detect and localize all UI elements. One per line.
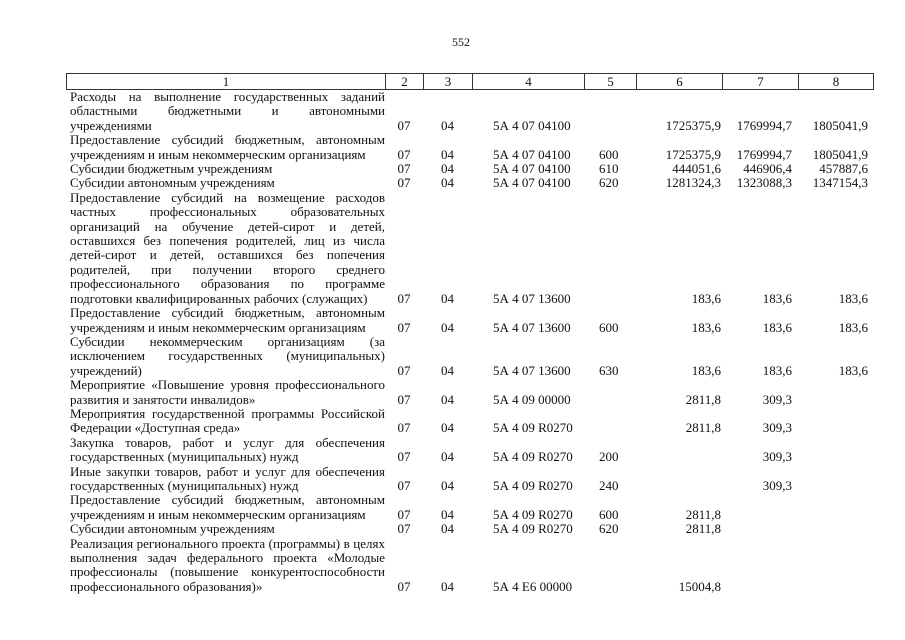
table-row <box>66 306 872 335</box>
subsection-code: 04 <box>441 477 454 493</box>
expense-name: Субсидии автономным учреждениям <box>70 521 275 537</box>
target-article-code: 5А 4 Е6 00000 <box>493 578 573 594</box>
expense-name: Закупка товаров, работ и услуг для обеспечения государственных (муниципальных) нужд <box>70 434 385 465</box>
table-header <box>66 73 874 90</box>
expense-type-code: 600 <box>599 506 619 522</box>
header-col-1: 1 <box>67 74 386 89</box>
amount-year-2: 1769994,7 <box>736 146 792 162</box>
expense-type-code: 200 <box>599 449 619 465</box>
amount-year-1: 2811,8 <box>685 521 721 537</box>
expense-name: Мероприятие «Повышение уровня профессионального развития и занятости инвалидов» <box>70 377 385 407</box>
table-row <box>66 378 872 407</box>
target-article-code: 5А 4 09 R0270 <box>493 420 573 436</box>
table-row <box>66 90 872 133</box>
amount-year-3: 183,6 <box>838 290 868 306</box>
section-code: 07 <box>397 578 411 594</box>
subsection-code: 04 <box>441 578 454 594</box>
expense-type-code: 620 <box>599 521 619 537</box>
expense-name: Реализация регионального проекта (программы) в целях выполнения задач федерального проекта «Молодые профессионалы (повышение конкурентоспособности профессионального образования)» <box>70 535 385 594</box>
amount-year-1: 183,6 <box>691 290 721 306</box>
target-article-code: 5А 4 09 00000 <box>493 391 571 407</box>
expense-type-code: 620 <box>599 175 619 191</box>
table-row <box>66 176 872 190</box>
subsection-code: 04 <box>441 521 454 537</box>
amount-year-3: 1805041,9 <box>812 146 868 162</box>
target-article-code: 5А 4 09 R0270 <box>493 506 573 522</box>
amount-year-1: 183,6 <box>691 362 721 378</box>
amount-year-2: 1769994,7 <box>736 117 792 133</box>
subsection-code: 04 <box>441 161 454 177</box>
expense-name: Мероприятия государственной программы Российской Федерации «Доступная среда» <box>70 405 385 436</box>
expense-name: Предоставление субсидий бюджетным, автономным учреждениям и иным некоммерческим организациям <box>70 492 385 522</box>
section-code: 07 <box>397 290 411 306</box>
target-article-code: 5А 4 07 04100 <box>493 117 571 133</box>
target-article-code: 5А 4 07 13600 <box>493 362 571 378</box>
expense-type-code: 630 <box>599 362 619 378</box>
amount-year-2: 309,3 <box>762 391 792 407</box>
section-code: 07 <box>397 477 411 493</box>
amount-year-2: 183,6 <box>762 319 792 335</box>
section-code: 07 <box>397 175 411 191</box>
subsection-code: 04 <box>441 319 454 335</box>
amount-year-2: 1323088,3 <box>736 175 792 191</box>
budget-table-body <box>66 90 872 594</box>
target-article-code: 5А 4 07 13600 <box>493 290 571 306</box>
section-code: 07 <box>397 521 411 537</box>
header-col-8: 8 <box>832 74 840 89</box>
expense-name: Иные закупки товаров, работ и услуг для обеспечения государственных (муниципальных) нужд <box>70 463 385 493</box>
subsection-code: 04 <box>441 506 454 522</box>
expense-name: Субсидии автономным учреждениям <box>70 175 275 191</box>
subsection-code: 04 <box>441 362 454 378</box>
table-row <box>66 407 872 436</box>
amount-year-2: 309,3 <box>762 477 792 493</box>
amount-year-3: 183,6 <box>838 319 868 335</box>
table-row <box>66 133 872 162</box>
header-col-2: 2 <box>386 74 424 89</box>
amount-year-1: 183,6 <box>691 319 721 335</box>
expense-type-code: 600 <box>599 319 619 335</box>
header-col-4: 4 <box>473 74 585 89</box>
amount-year-2: 183,6 <box>762 290 792 306</box>
expense-name: Предоставление субсидий бюджетным, автономным учреждениям и иным некоммерческим организациям <box>70 305 385 335</box>
target-article-code: 5А 4 09 R0270 <box>493 449 573 465</box>
target-article-code: 5А 4 07 04100 <box>493 175 571 191</box>
section-code: 07 <box>397 117 411 133</box>
target-article-code: 5А 4 09 R0270 <box>493 521 573 537</box>
expense-type-code: 600 <box>599 146 619 162</box>
amount-year-1: 15004,8 <box>678 578 721 594</box>
target-article-code: 5А 4 07 13600 <box>493 319 571 335</box>
page-number: 552 <box>452 35 470 49</box>
table-row <box>66 162 872 176</box>
amount-year-1: 2811,8 <box>685 506 721 522</box>
expense-name: Предоставление субсидий бюджетным, автономным учреждениям и иным некоммерческим организациям <box>70 132 385 162</box>
expense-type-code: 240 <box>599 477 619 493</box>
section-code: 07 <box>397 319 411 335</box>
table-row <box>66 493 872 522</box>
subsection-code: 04 <box>441 117 454 133</box>
header-col-7: 7 <box>723 74 799 89</box>
amount-year-1: 1281324,3 <box>665 175 721 191</box>
section-code: 07 <box>397 506 411 522</box>
expense-name: Субсидии некоммерческим организациям (за исключением государственных (муниципальных) учреждений) <box>70 333 385 378</box>
amount-year-1: 444051,6 <box>672 161 721 177</box>
table-row <box>66 465 872 494</box>
subsection-code: 04 <box>441 290 454 306</box>
subsection-code: 04 <box>441 175 454 191</box>
target-article-code: 5А 4 09 R0270 <box>493 477 573 493</box>
section-code: 07 <box>397 449 411 465</box>
amount-year-2: 446906,4 <box>743 161 792 177</box>
amount-year-1: 1725375,9 <box>665 146 721 162</box>
amount-year-3: 1347154,3 <box>812 175 868 191</box>
table-row <box>66 436 872 465</box>
amount-year-3: 1805041,9 <box>812 117 868 133</box>
expense-name: Предоставление субсидий на возмещение расходов частных профессиональных образовательных организаций на обучение детей-сирот и детей, оставшихся без попечения родителей, лиц из числа детей-сирот и детей, оставшихся без попечения родителей, при получении второго среднего профессионального образования по программе подготовки квалифицированных рабочих (служащих) <box>70 189 385 306</box>
header-col-3: 3 <box>424 74 473 89</box>
section-code: 07 <box>397 146 411 162</box>
amount-year-1: 2811,8 <box>685 420 721 436</box>
header-col-6: 6 <box>637 74 723 89</box>
subsection-code: 04 <box>441 391 454 407</box>
amount-year-2: 309,3 <box>762 449 792 465</box>
target-article-code: 5А 4 07 04100 <box>493 161 571 177</box>
subsection-code: 04 <box>441 420 454 436</box>
expense-name: Субсидии бюджетным учреждениям <box>70 161 273 177</box>
table-row <box>66 335 872 378</box>
expense-type-code: 610 <box>599 161 619 177</box>
section-code: 07 <box>397 391 411 407</box>
header-col-5: 5 <box>585 74 637 89</box>
amount-year-2: 183,6 <box>762 362 792 378</box>
section-code: 07 <box>397 362 411 378</box>
target-article-code: 5А 4 07 04100 <box>493 146 571 162</box>
subsection-code: 04 <box>441 146 454 162</box>
table-row <box>66 537 872 595</box>
table-row <box>66 522 872 536</box>
expense-name: Расходы на выполнение государственных заданий областными бюджетными и автономными учреждениями <box>70 89 385 133</box>
section-code: 07 <box>397 161 411 177</box>
amount-year-1: 1725375,9 <box>665 117 721 133</box>
subsection-code: 04 <box>441 449 454 465</box>
amount-year-2: 309,3 <box>762 420 792 436</box>
table-row <box>66 191 872 306</box>
amount-year-3: 183,6 <box>838 362 868 378</box>
section-code: 07 <box>397 420 411 436</box>
amount-year-1: 2811,8 <box>685 391 721 407</box>
amount-year-3: 457887,6 <box>819 161 868 177</box>
